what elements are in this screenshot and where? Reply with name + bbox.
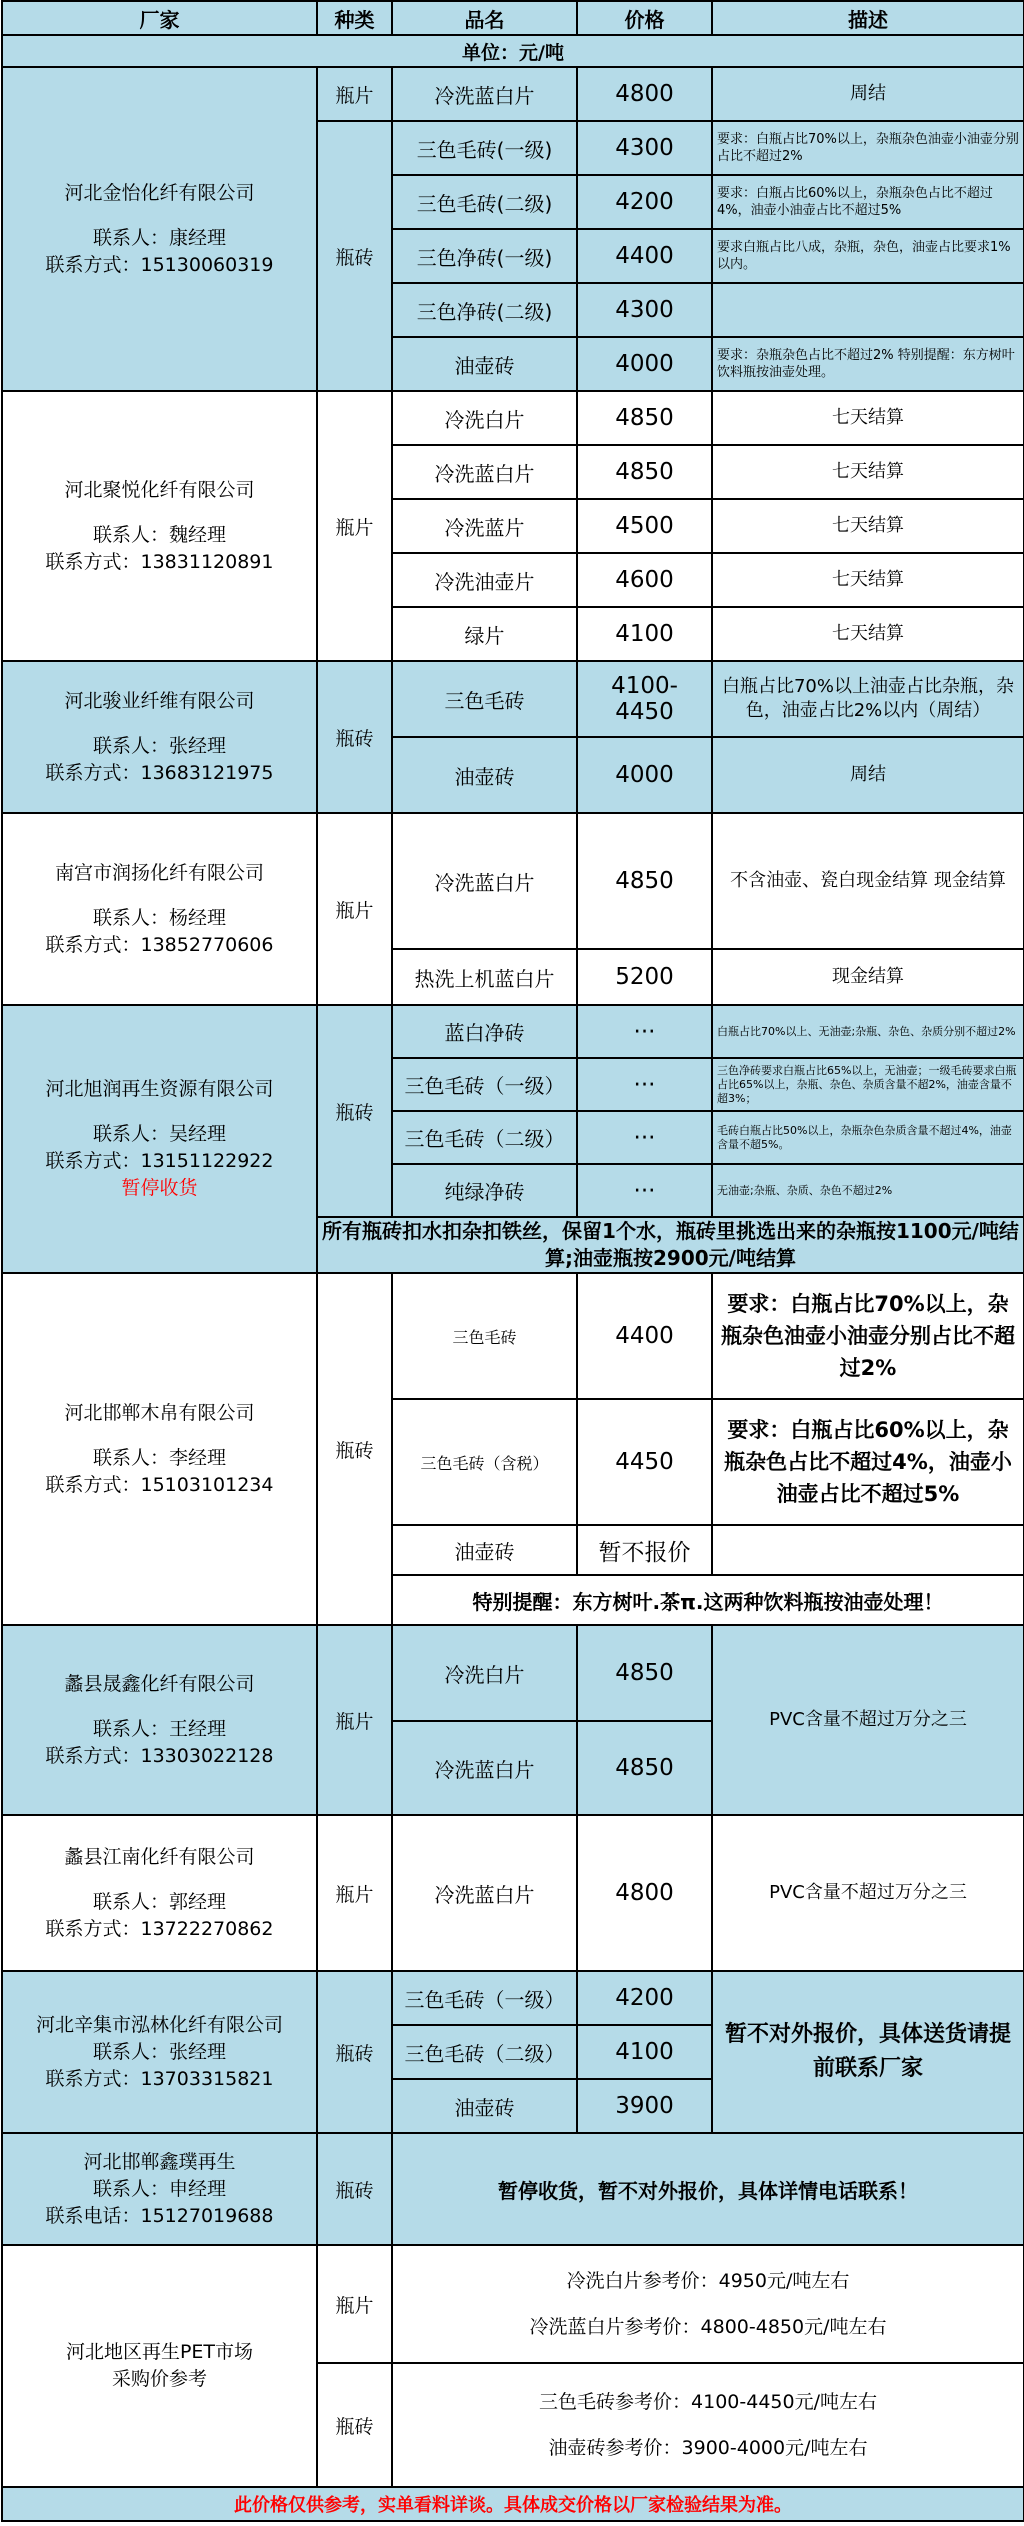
description-cell: PVC含量不超过万分之三 (712, 1625, 1024, 1815)
market-subtitle: 采购价参考 (111, 2368, 207, 2390)
product-cell: 冷洗蓝白片 (392, 1815, 577, 1971)
product-cell: 冷洗油壶片 (392, 553, 577, 607)
product-cell: 三色毛砖(二级) (392, 175, 577, 229)
product-cell: 三色毛砖（一级） (392, 1058, 577, 1111)
product-cell: 三色毛砖（二级） (392, 1111, 577, 1164)
company-phone: 联系方式：15130060319 (45, 253, 274, 276)
price-cell: 4800 (577, 67, 712, 121)
description-cell: 暂不对外报价，具体送货请提前联系厂家 (712, 1971, 1024, 2133)
company-cell (2, 391, 317, 661)
company-name: 蠡县江南化纤有限公司 (64, 1845, 255, 1868)
description-cell: 现金结算 (712, 949, 1024, 1005)
company-cell (2, 661, 317, 813)
policy-note: 所有瓶砖扣水扣杂扣铁丝，保留1个水，瓶砖里挑选出来的杂瓶按1100元/吨结算;油壶瓶按2900元/吨结算 (317, 1217, 1024, 1273)
description-cell: 不含油壶、瓷白现金结算 现金结算 (712, 813, 1024, 949)
company-name: 蠡县晟鑫化纤有限公司 (64, 1672, 255, 1695)
reference-price-cell (392, 2245, 1024, 2363)
company-name: 南宫市润扬化纤有限公司 (54, 861, 264, 884)
description-cell: 无油壶;杂瓶、杂质、杂色不超过2% (712, 1164, 1024, 1217)
price-cell: 4400 (577, 229, 712, 283)
company-contact: 联系人：申经理 (92, 2177, 226, 2200)
price-cell: 4450 (577, 1399, 712, 1525)
company-contact: 联系人：吴经理 (92, 1123, 226, 1145)
description-cell (712, 1525, 1024, 1575)
company-contact: 联系人：李经理 (92, 1446, 226, 1469)
category-cell: 瓶砖 (317, 1971, 392, 2133)
price-cell: 4200 (577, 1971, 712, 2025)
description-cell: 七天结算 (712, 553, 1024, 607)
company-cell (2, 813, 317, 1005)
category-cell: 瓶砖 (317, 1005, 392, 1217)
price-cell: 4400 (577, 1273, 712, 1399)
product-cell: 三色毛砖(一级) (392, 121, 577, 175)
footer-row (2, 2487, 1024, 2521)
disclaimer: 此价格仅供参考，实单看料详谈。具体成交价格以厂家检验结果为准。 (2, 2487, 1024, 2521)
product-cell: 热洗上机蓝白片 (392, 949, 577, 1005)
description-cell: 要求：白瓶占比60%以上，杂瓶杂色占比不超过4%，油壶小油壶占比不超过5% (712, 175, 1024, 229)
company-contact: 联系人：魏经理 (92, 523, 226, 546)
company-contact: 联系人：张经理 (92, 2040, 226, 2063)
category-cell: 瓶片 (317, 2245, 392, 2363)
price-cell: 4100 (577, 2025, 712, 2079)
company-cell (2, 67, 317, 391)
company-phone: 联系方式：13683121975 (45, 761, 274, 784)
product-cell: 三色净砖(二级) (392, 283, 577, 337)
company-phone: 联系方式：13303022128 (45, 1744, 274, 1767)
description-cell: 要求：白瓶占比60%以上，杂瓶杂色占比不超过4%，油壶小油壶占比不超过5% (712, 1399, 1024, 1525)
unit-row (2, 35, 1024, 67)
company-phone: 联系方式：13703315821 (45, 2067, 274, 2090)
description-cell: 七天结算 (712, 499, 1024, 553)
description-cell: PVC含量不超过万分之三 (712, 1815, 1024, 1971)
company-cell (2, 1815, 317, 1971)
category-cell: 瓶砖 (317, 121, 392, 391)
company-name: 河北聚悦化纤有限公司 (64, 478, 255, 501)
price-cell: 4850 (577, 1625, 712, 1721)
description-cell: 七天结算 (712, 391, 1024, 445)
company-contact: 联系人：郭经理 (92, 1890, 226, 1913)
company-phone: 联系方式：13852770606 (45, 933, 274, 956)
table-row (2, 1273, 1024, 1399)
company-cell (2, 1273, 317, 1625)
product-cell: 蓝白净砖 (392, 1005, 577, 1058)
company-cell (2, 1971, 317, 2133)
category-cell: 瓶片 (317, 813, 392, 1005)
table-row (2, 813, 1024, 949)
category-cell: 瓶片 (317, 1625, 392, 1815)
company-contact: 联系人：康经理 (92, 226, 226, 249)
price-table (1, 0, 1024, 2522)
header-product: 品名 (392, 1, 577, 35)
description-cell: 白瓶占比70%以上、无油壶;杂瓶、杂色、杂质分别不超过2% (712, 1005, 1024, 1058)
price-cell: 4800 (577, 1815, 712, 1971)
price-cell: 4850 (577, 445, 712, 499)
company-name: 河北骏业纤维有限公司 (64, 689, 255, 712)
price-cell: 3900 (577, 2079, 712, 2133)
company-phone: 联系电话：15127019688 (45, 2204, 274, 2227)
price-cell: 暂不报价 (577, 1525, 712, 1575)
category-cell: 瓶砖 (317, 2133, 392, 2245)
status-note: 暂停收货，暂不对外报价，具体详情电话联系！ (392, 2133, 1024, 2245)
company-phone: 联系方式：13831120891 (45, 550, 274, 573)
table-row (2, 661, 1024, 737)
price-cell: 4850 (577, 1721, 712, 1815)
description-cell: 周结 (712, 737, 1024, 813)
price-cell: 4500 (577, 499, 712, 553)
price-cell: 4000 (577, 737, 712, 813)
category-cell: 瓶砖 (317, 1273, 392, 1625)
reference-price: 冷洗白片参考价：4950元/吨左右 (566, 2270, 850, 2292)
header-description: 描述 (712, 1, 1024, 35)
product-cell: 三色毛砖（含税） (392, 1399, 577, 1525)
company-name: 河北辛集市泓林化纤有限公司 (35, 2013, 283, 2036)
special-note: 特别提醒：东方树叶.茶π.这两种饮料瓶按油壶处理！ (392, 1575, 1024, 1625)
table-row (2, 2133, 1024, 2245)
product-cell: 三色毛砖 (392, 661, 577, 737)
category-cell: 瓶片 (317, 391, 392, 661)
price-cell: ··· (577, 1005, 712, 1058)
price-cell: ··· (577, 1058, 712, 1111)
company-cell (2, 1005, 317, 1273)
reference-price: 油壶砖参考价：3900-4000元/吨左右 (548, 2437, 868, 2459)
table-row (2, 1815, 1024, 1971)
price-cell: 4000 (577, 337, 712, 391)
table-row (2, 1625, 1024, 1721)
product-cell: 冷洗蓝白片 (392, 67, 577, 121)
description-cell: 周结 (712, 67, 1024, 121)
price-cell: 4300 (577, 283, 712, 337)
product-cell: 油壶砖 (392, 337, 577, 391)
company-name: 河北金怡化纤有限公司 (64, 181, 255, 204)
reference-price-cell (392, 2363, 1024, 2487)
product-cell: 三色毛砖（一级） (392, 1971, 577, 2025)
description-cell: 毛砖白瓶占比50%以上，杂瓶杂色杂质含量不超过4%，油壶含量不超5%。 (712, 1111, 1024, 1164)
company-cell (2, 1625, 317, 1815)
price-cell: 4850 (577, 813, 712, 949)
product-cell: 三色净砖(一级) (392, 229, 577, 283)
product-cell: 油壶砖 (392, 2079, 577, 2133)
product-cell: 三色毛砖（二级） (392, 2025, 577, 2079)
product-cell: 油壶砖 (392, 737, 577, 813)
price-cell: 4100-4450 (577, 661, 712, 737)
price-cell: 4600 (577, 553, 712, 607)
category-cell: 瓶砖 (317, 661, 392, 813)
market-cell (2, 2245, 317, 2487)
product-cell: 油壶砖 (392, 1525, 577, 1575)
company-cell (2, 2133, 317, 2245)
product-cell: 绿片 (392, 607, 577, 661)
company-contact: 联系人：王经理 (92, 1717, 226, 1740)
price-cell: ··· (577, 1111, 712, 1164)
table-row (2, 1005, 1024, 1058)
company-phone: 联系方式：15103101234 (45, 1473, 274, 1496)
header-price: 价格 (577, 1, 712, 35)
company-phone: 联系方式：13722270862 (45, 1917, 274, 1940)
description-cell: 要求：白瓶占比70%以上，杂瓶杂色油壶小油壶分别占比不超过2% (712, 1273, 1024, 1399)
description-cell: 七天结算 (712, 607, 1024, 661)
price-cell: 4300 (577, 121, 712, 175)
category-cell: 瓶片 (317, 1815, 392, 1971)
description-cell: 要求：白瓶占比70%以上，杂瓶杂色油壶小油壶分别占比不超过2% (712, 121, 1024, 175)
status-badge: 暂停收货 (121, 1177, 198, 1199)
market-title: 河北地区再生PET市场 (65, 2341, 254, 2363)
product-cell: 冷洗白片 (392, 391, 577, 445)
unit-label: 单位：元/吨 (2, 35, 1024, 67)
header-row (2, 1, 1024, 35)
product-cell: 冷洗蓝白片 (392, 445, 577, 499)
table-row (2, 67, 1024, 121)
price-cell: 4850 (577, 391, 712, 445)
company-name: 河北邯郸木帛有限公司 (64, 1401, 255, 1424)
category-cell: 瓶砖 (317, 2363, 392, 2487)
description-cell: 要求：杂瓶杂色占比不超过2% 特别提醒：东方树叶饮料瓶按油壶处理。 (712, 337, 1024, 391)
company-contact: 联系人：张经理 (92, 734, 226, 757)
description-cell (712, 283, 1024, 337)
header-manufacturer: 厂家 (2, 1, 317, 35)
description-cell: 七天结算 (712, 445, 1024, 499)
product-cell: 冷洗蓝白片 (392, 813, 577, 949)
description-cell: 三色净砖要求白瓶占比65%以上，无油壶；一级毛砖要求白瓶占比65%以上，杂瓶、杂色、杂质含量不超2%，油壶含量不超3%； (712, 1058, 1024, 1111)
table-row (2, 1971, 1024, 2025)
reference-price: 冷洗蓝白片参考价：4800-4850元/吨左右 (529, 2316, 887, 2338)
product-cell: 冷洗白片 (392, 1625, 577, 1721)
product-cell: 三色毛砖 (392, 1273, 577, 1399)
table-row (2, 2245, 1024, 2363)
reference-price: 三色毛砖参考价：4100-4450元/吨左右 (539, 2391, 877, 2413)
company-contact: 联系人：杨经理 (92, 906, 226, 929)
header-category: 种类 (317, 1, 392, 35)
price-cell: 4200 (577, 175, 712, 229)
price-cell: 4100 (577, 607, 712, 661)
company-name: 河北旭润再生资源有限公司 (45, 1078, 274, 1100)
price-cell: ··· (577, 1164, 712, 1217)
company-phone: 联系方式：13151122922 (45, 1150, 274, 1172)
price-cell: 5200 (577, 949, 712, 1005)
description-cell: 白瓶占比70%以上油壶占比杂瓶，杂色，油壶占比2%以内（周结） (712, 661, 1024, 737)
company-name: 河北邯郸鑫璞再生 (83, 2150, 236, 2173)
product-cell: 冷洗蓝片 (392, 499, 577, 553)
table-row (2, 391, 1024, 445)
product-cell: 冷洗蓝白片 (392, 1721, 577, 1815)
category-cell: 瓶片 (317, 67, 392, 121)
description-cell: 要求白瓶占比八成，杂瓶，杂色，油壶占比要求1%以内。 (712, 229, 1024, 283)
product-cell: 纯绿净砖 (392, 1164, 577, 1217)
